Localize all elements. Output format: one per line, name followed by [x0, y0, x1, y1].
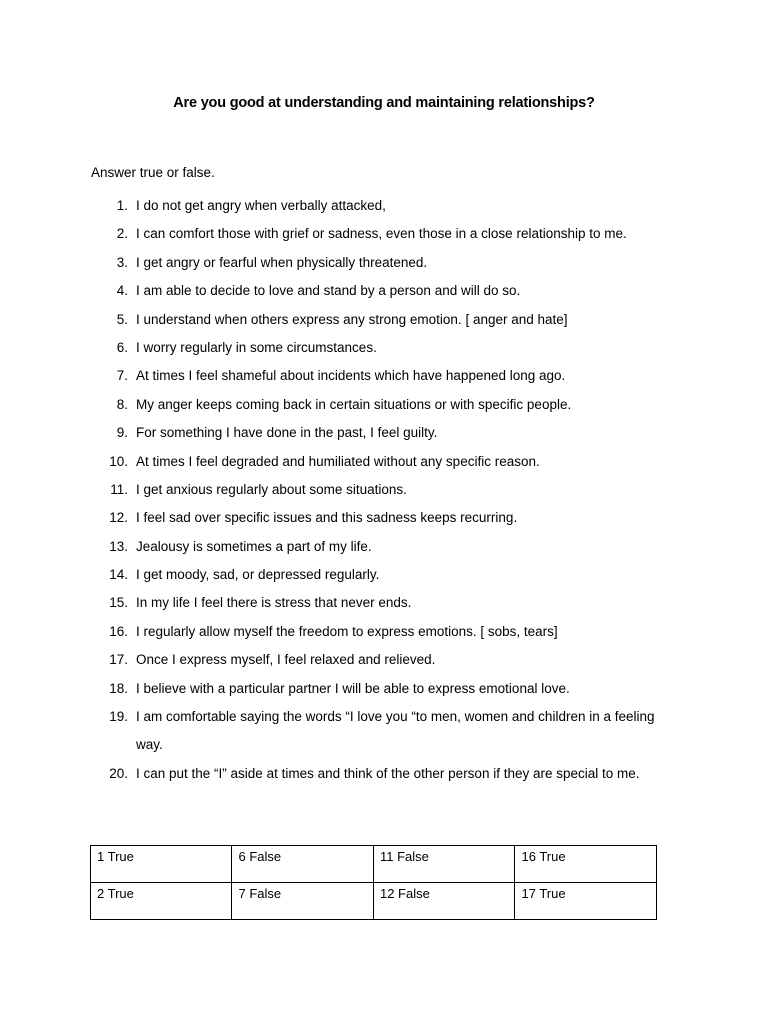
page-title: Are you good at understanding and maintaining relationships? — [173, 95, 595, 111]
question-number: 6. — [116, 339, 128, 355]
question-item — [0, 707, 768, 764]
question-number: 14. — [109, 567, 128, 583]
question-number: 9. — [116, 425, 128, 441]
question-text: I can put the “I” aside at times and think of the other person if they are special to me. — [136, 765, 640, 781]
table-cell: 17 True — [515, 883, 657, 920]
question-number: 10. — [109, 453, 128, 469]
question-text: I worry regularly in some circumstances. — [136, 339, 377, 355]
question-text: I get anxious regularly about some situations. — [136, 481, 407, 497]
question-number: 8. — [116, 396, 128, 412]
question-text: I get moody, sad, or depressed regularly. — [136, 567, 380, 583]
answer-key-table — [90, 845, 657, 920]
table-cell: 6 False — [232, 846, 374, 883]
table-row — [91, 846, 657, 883]
question-number: 2. — [116, 226, 128, 242]
question-text: I am comfortable saying the words “I love you “to men, women and children in a feeling way. — [136, 709, 655, 753]
question-number: 15. — [109, 595, 128, 611]
question-number: 5. — [116, 311, 128, 327]
question-item — [0, 764, 768, 792]
question-text: I feel sad over specific issues and this sadness keeps recurring. — [136, 510, 518, 526]
table-cell: 7 False — [232, 883, 374, 920]
question-text: I understand when others express any strong emotion. [ anger and hate] — [136, 311, 568, 327]
question-text: I can comfort those with grief or sadness, even those in a close relationship to me. — [136, 226, 627, 242]
table-cell: 1 True — [91, 846, 232, 883]
question-text: I am able to decide to love and stand by a person and will do so. — [136, 283, 521, 299]
question-text: I get angry or fearful when physically threatened. — [136, 254, 428, 270]
question-number: 18. — [109, 680, 128, 696]
question-number: 4. — [116, 283, 128, 299]
instruction-text: Answer true or false. — [91, 165, 215, 180]
question-number: 12. — [109, 510, 128, 526]
question-text: At times I feel shameful about incidents which have happened long ago. — [136, 368, 566, 384]
question-text: For something I have done in the past, I feel guilty. — [136, 425, 438, 441]
table-cell: 2 True — [91, 883, 232, 920]
question-text: I do not get angry when verbally attacked, — [136, 198, 386, 213]
question-text: Once I express myself, I feel relaxed and relieved. — [136, 652, 436, 668]
question-number: 17. — [109, 652, 128, 668]
table-cell: 16 True — [515, 846, 657, 883]
question-text: At times I feel degraded and humiliated without any specific reason. — [136, 453, 540, 469]
question-list — [0, 196, 768, 792]
question-number: 7. — [116, 368, 128, 384]
question-text: Jealousy is sometimes a part of my life. — [136, 538, 372, 554]
table-cell: 11 False — [373, 846, 515, 883]
question-number: 1. — [116, 198, 128, 213]
question-number: 3. — [116, 254, 128, 270]
question-text: I believe with a particular partner I will be able to express emotional love. — [136, 680, 570, 696]
question-number: 20. — [109, 765, 128, 781]
question-number: 16. — [109, 623, 128, 639]
table-cell: 12 False — [373, 883, 515, 920]
question-text: My anger keeps coming back in certain situations or with specific people. — [136, 396, 572, 412]
table-row — [91, 883, 657, 920]
question-text: I regularly allow myself the freedom to express emotions. [ sobs, tears] — [136, 623, 558, 639]
question-number: 19. — [109, 709, 128, 725]
question-number: 13. — [109, 538, 128, 554]
question-text: In my life I feel there is stress that never ends. — [136, 595, 412, 611]
question-number: 11. — [110, 481, 128, 497]
